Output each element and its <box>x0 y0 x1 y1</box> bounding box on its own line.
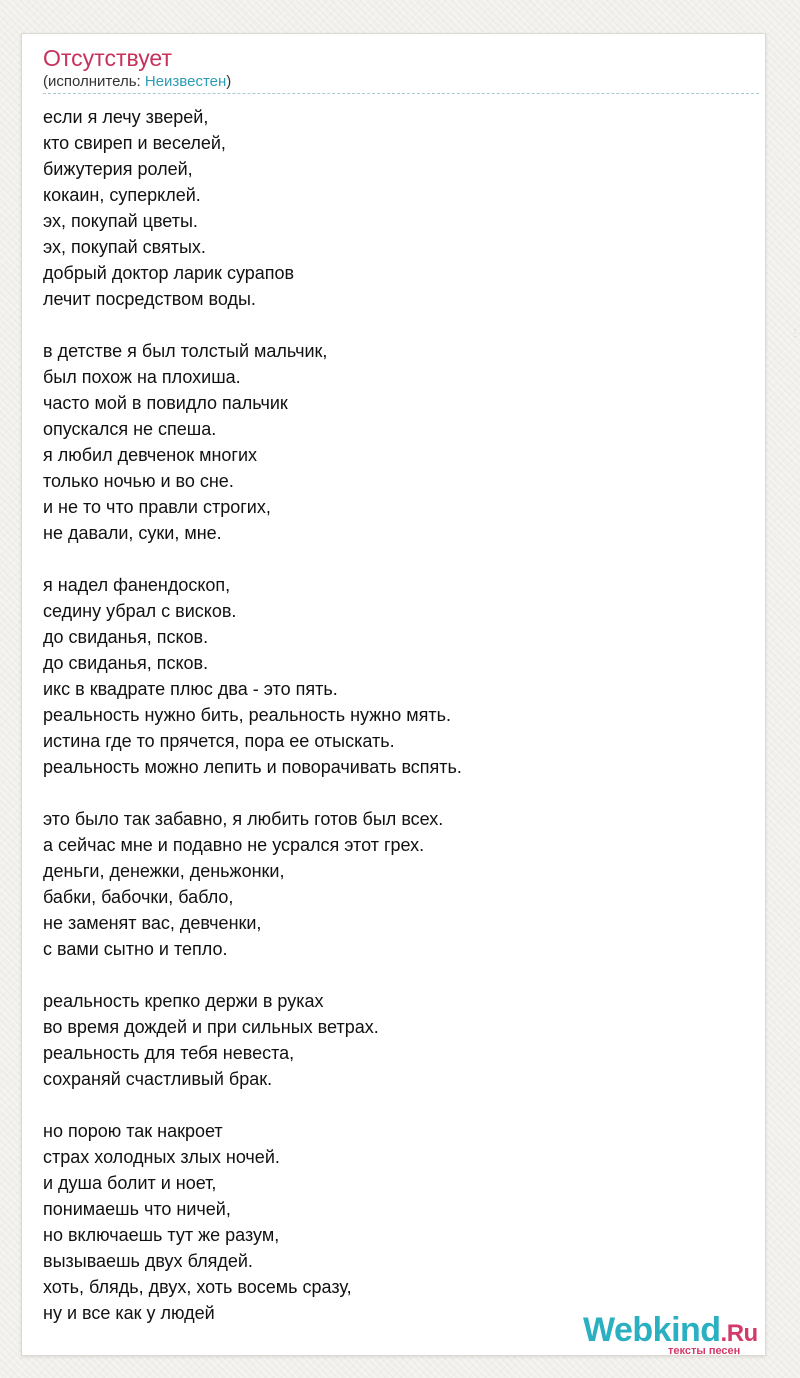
artist-link[interactable]: Неизвестен <box>144 73 227 90</box>
grip-icon: ⋮ <box>790 328 800 339</box>
lyrics-card <box>21 33 766 1356</box>
artist-prefix: (исполнитель: <box>43 73 145 90</box>
webkind-logo[interactable] <box>583 1311 783 1357</box>
lyrics-text: если я лечу зверей, кто свиреп и веселей, бижутерия ролей, кокаин, суперклей. эх, покупай цветы. эх, покупай святых. добрый доктор ларик сурапов лечит посредством воды. в детстве я был толстый мальчик, был похож на плохиша. часто мой в повидло пальчик опускался не спеша. я любил девченок многих только ночью и во сне. и не то что правли строгих, не давали, суки, мне. я надел фанендоскоп, седину убрал с висков. до свиданья, псков. до свиданья, псков. икс в квадрате плюс два - это пять. реальность нужно бить, реальность нужно мять. истина где то прячется, пора ее отыскать. реальность можно лепить и поворачивать вспять. это было так забавно, я любить готов был всех. а сейчас мне и подавно не усрался этот грех. деньги, денежки, деньжонки, бабки, бабочки, бабло, не заменят вас, девченки, с вами сытно и тепло. реальность крепко держи в руках во время дождей и при сильных ветрах. реальность для тебя невеста, сохраняй счастливый брак. но порою так накроет страх холодных злых ночей. и душа болит и ноет, понимаешь что ничей, но включаешь тут же разум, вызываешь двух блядей. хоть, блядь, двух, хоть восемь сразу, ну и все как у людей <box>43 107 462 1323</box>
song-title: Отсутствует <box>43 45 172 71</box>
artist-line <box>43 73 231 91</box>
logo-tagline: тексты песен <box>668 1345 741 1357</box>
logo-word: Webkind <box>583 1311 721 1349</box>
artist-suffix: ) <box>226 73 232 90</box>
header-divider <box>43 93 759 94</box>
logo-tld: .Ru <box>720 1320 758 1347</box>
